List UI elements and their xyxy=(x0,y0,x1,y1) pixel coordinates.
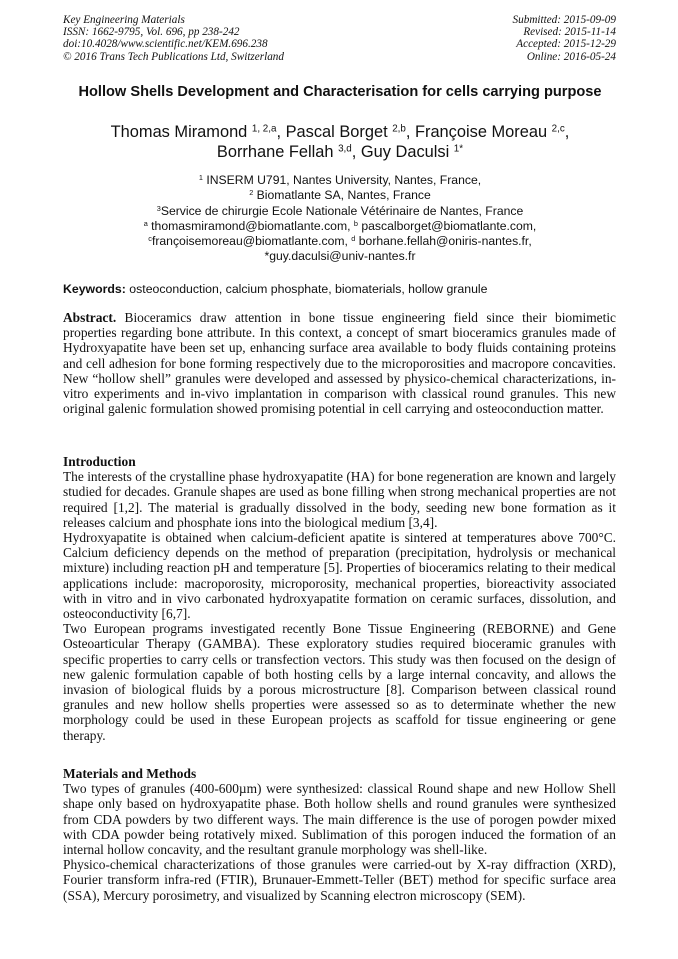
affiliation-1 xyxy=(70,173,610,188)
author-line-2 xyxy=(70,143,610,163)
author-line-1 xyxy=(70,123,610,143)
affiliation-text: Service de chirurgie Ecole Nationale Vétérinaire de Nantes, France xyxy=(160,203,524,218)
keywords-label: Keywords: xyxy=(63,282,126,296)
journal-doi: doi:10.4028/www.scientific.net/KEM.696.238 xyxy=(63,38,268,51)
author-affil-sup: 1, 2,a xyxy=(251,123,277,135)
author-separator: , xyxy=(405,123,415,141)
introduction-paragraph: Hydroxyapatite is obtained when calcium-deficient apatite is sintered at temperatures above 700°C. Calcium deficiency depends on the method of preparation (precipitation, hydrolysis or mechanical mixture) including reaction pH and temperature [5]. Properties of bioceramics relating to their medical applications include: macroporosity, microporosity, mechanical properties, bioreactivity associated with in vitro and in vivo carbonated hydroxyapatite formation on ceramic surfaces, dissolution, and osteoconductivity [6,7]. xyxy=(63,530,616,622)
affiliations xyxy=(70,173,610,265)
abstract xyxy=(63,310,616,416)
methods-heading: Materials and Methods xyxy=(63,766,197,781)
affiliation-sup: 2 xyxy=(249,188,254,198)
publication-dates xyxy=(513,14,616,63)
abstract-text: Bioceramics draw attention in bone tissue engineering field since their biomimetic properties regarding bone attribute. In this context, a concept of smart bioceramics granules made of Hydroxyapatite have been set up, enhancing surface area available to body fluids containing proteins and cell adhesion for bone forming respectively due to the microporosities and macropore concavities. New “hollow shell” granules were developed and assessed by physico-chemical characterizations, in-vitro experiments and in-vivo implantation in comparison with classical round granules. This new original galenic formulation showed promising potential in cell carrying and osteoconduction matter. xyxy=(63,310,616,417)
abstract-label: Abstract. xyxy=(63,310,117,325)
affiliation-sup: 3 xyxy=(156,203,161,213)
keywords-text: osteoconduction, calcium phosphate, biomaterials, hollow granule xyxy=(125,282,488,296)
journal-info xyxy=(63,14,284,63)
keywords xyxy=(63,282,487,296)
email-c[interactable]: françoisemoreau@biomatlante.com, xyxy=(151,234,352,249)
introduction-paragraph: Two European programs investigated recently Bone Tissue Engineering (REBORNE) and Gene Osteoarticular Therapy (GAMBA). These exploratory studies required bioceramic granules with specific properties to carry cells or transfection vectors. This study was then focused on the design of new galenic formulation capable of both hosting cells by a large internal concavity, and allows the invasion of biological fluids by a porous microstructure [8]. Comparison between classical round granules and new hollow shells properties were assessed so as to determinate whether the new morphology could be used in these European projects as scaffold for tissue engineering or gene therapy. xyxy=(63,621,616,743)
email-line-2 xyxy=(70,234,610,249)
email-corresponding[interactable]: *guy.daculsi@univ-nantes.fr xyxy=(264,249,416,264)
methods-section xyxy=(63,766,616,903)
email-a[interactable]: thomasmiramond@biomatlante.com, xyxy=(147,218,354,233)
author-separator: , xyxy=(351,142,361,161)
author-name: Pascal Borget xyxy=(285,123,388,141)
author-name: Borrhane Fellah xyxy=(216,142,334,161)
affiliation-2 xyxy=(70,188,610,203)
email-d[interactable]: borhane.fellah@oniris-nantes.fr, xyxy=(355,234,532,249)
affiliation-3 xyxy=(70,204,610,219)
introduction-heading: Introduction xyxy=(63,454,136,469)
author-name: Thomas Miramond xyxy=(110,123,248,141)
author-list xyxy=(70,123,610,162)
email-line-1 xyxy=(70,219,610,234)
author-affil-sup: 1* xyxy=(453,143,464,155)
author-affil-sup: 2,c xyxy=(551,123,565,135)
email-sup: c xyxy=(148,234,152,244)
author-name: Françoise Moreau xyxy=(414,123,548,141)
paper-title: Hollow Shells Development and Characterisation for cells carrying purpose xyxy=(78,84,602,100)
date-online: Online: 2016-05-24 xyxy=(526,50,616,63)
author-affil-sup: 2,b xyxy=(392,123,406,135)
journal-copyright: © 2016 Trans Tech Publications Ltd, Switzerland xyxy=(63,50,284,63)
author-name: Guy Daculsi xyxy=(360,142,450,161)
journal-name: Key Engineering Materials xyxy=(63,14,185,26)
methods-paragraph: Two types of granules (400-600µm) were synthesized: classical Round shape and new Hollow Shell shape only based on hydroxyapatite phase. Both hollow shells and round granules were synthesized from CDA powders by two different ways. The main difference is the use of porogen powder mixed with CDA powder being rotatively mixed. Sublimation of this porogen induced the formation of an internal hollow concavity, and the resultant granule morphology was shell-like. xyxy=(63,781,616,858)
date-revised: Revised: 2015-11-14 xyxy=(523,26,616,39)
email-sup: b xyxy=(353,218,358,228)
date-submitted: Submitted: 2015-09-09 xyxy=(512,14,616,26)
affiliation-text: Biomatlante SA, Nantes, France xyxy=(253,188,431,203)
author-separator: , xyxy=(564,123,570,141)
email-sup: d xyxy=(351,234,356,244)
author-separator: , xyxy=(276,123,286,141)
email-sup: a xyxy=(143,218,148,228)
date-accepted: Accepted: 2015-12-29 xyxy=(516,38,616,51)
affiliation-sup: 1 xyxy=(198,172,203,182)
author-affil-sup: 3,d xyxy=(338,143,352,155)
introduction-paragraph: The interests of the crystalline phase hydroxyapatite (HA) for bone regeneration are known and largely studied for decades. Granule shapes are used as bone filling when strong mechanical properties are not required [1,2]. The material is gradually dissolved in the body, seeding new bone formation as it releases calcium and phosphate ions into the biological medium [3,4]. xyxy=(63,469,616,530)
affiliation-text: INSERM U791, Nantes University, Nantes, France, xyxy=(202,173,482,187)
email-b[interactable]: pascalborget@biomatlante.com, xyxy=(357,218,537,233)
introduction-section xyxy=(63,454,616,743)
methods-paragraph: Physico-chemical characterizations of those granules were carried-out by X-ray diffraction (XRD), Fourier transform infra-red (FTIR), Brunauer-Emmett-Teller (BET) method for specific surface area (SSA), Mercury porosimetry, and visualized by Scanning electron microscopy (SEM). xyxy=(63,857,616,903)
journal-issn: ISSN: 1662-9795, Vol. 696, pp 238-242 xyxy=(63,26,240,39)
